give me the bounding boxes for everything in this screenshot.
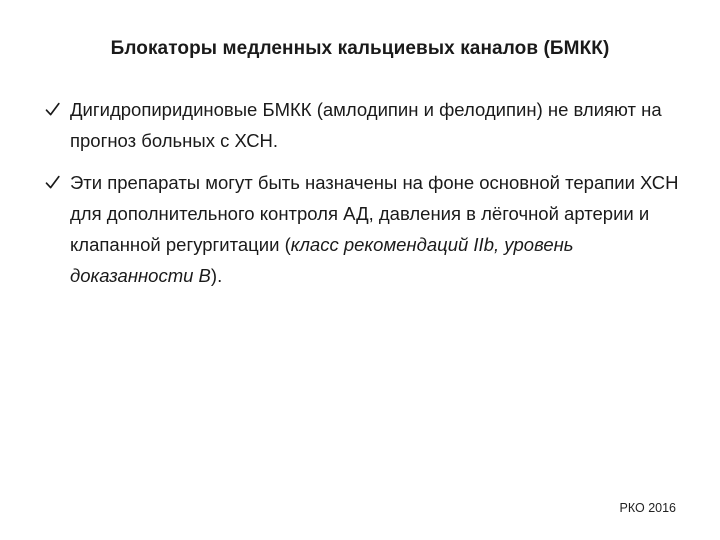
footer-source: РКО 2016 (619, 501, 676, 515)
checkmark-icon (44, 167, 64, 198)
recommendation-class-text: класс рекомендаций IIb, уровень доказанности B (70, 234, 574, 286)
bullet-text-end: ). (210, 265, 223, 286)
checkmark-icon (44, 94, 64, 125)
bullet-item (44, 167, 684, 291)
slide-title: Блокаторы медленных кальциевых каналов (БМКК) (110, 38, 610, 59)
bullet-list (44, 94, 684, 302)
bullet-text (70, 172, 679, 286)
bullet-item (44, 94, 684, 156)
bullet-text: Дигидропиридиновые БМКК (амлодипин и фелодипин) не влияют на прогноз больных с ХСН. (70, 99, 662, 151)
bullet-text-main: Эти препараты могут быть назначены на фоне основной терапии ХСН для дополнительного контроля АД, давления в лёгочной артерии и клапанной регургитации ( (70, 172, 679, 255)
